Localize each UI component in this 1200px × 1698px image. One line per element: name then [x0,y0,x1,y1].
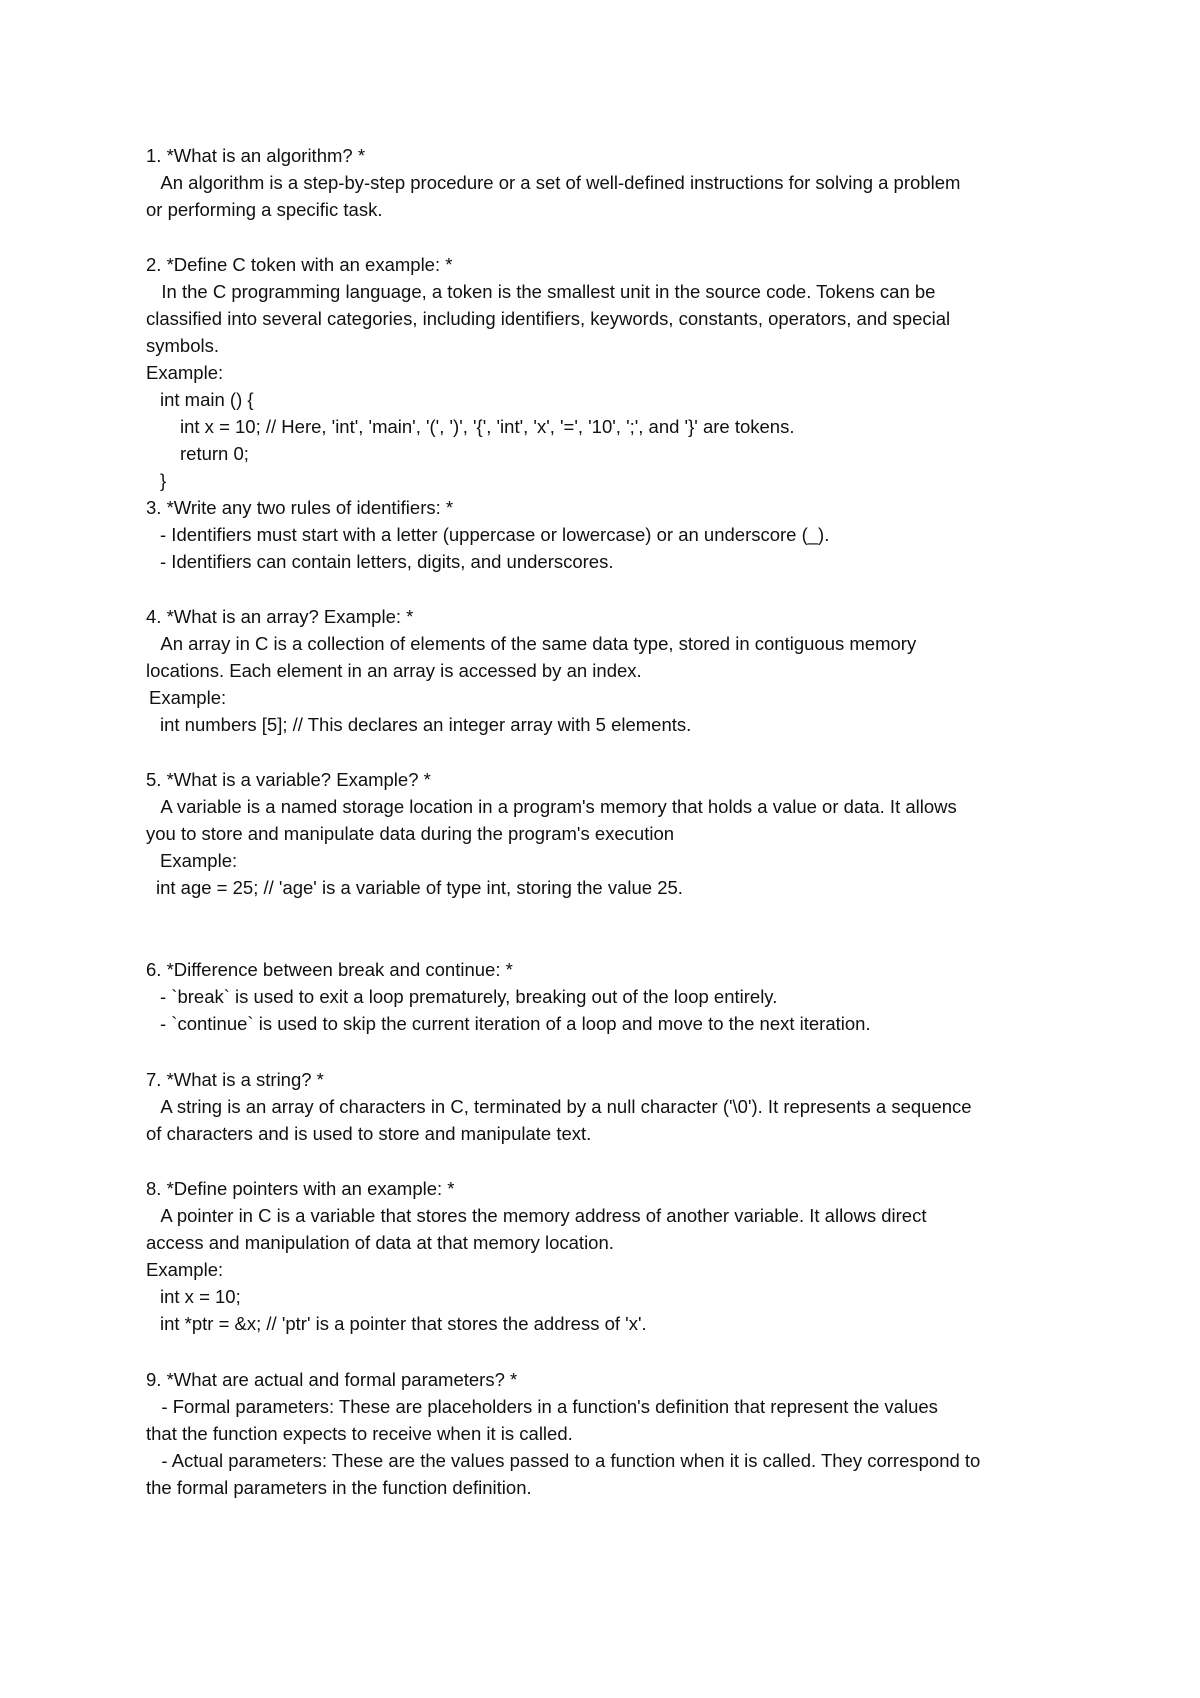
question-3-heading: 3. *Write any two rules of identifiers: * [146,497,454,518]
answer-9-line-4: the formal parameters in the function definition. [146,1477,532,1498]
answer-2-line-1: In the C programming language, a token is the smallest unit in the source code. Tokens can be [146,281,936,302]
answer-2-line-2: classified into several categories, including identifiers, keywords, constants, operators, and special [146,308,951,329]
question-9-heading: 9. *What are actual and formal parameters? * [146,1369,518,1390]
question-8-heading: 8. *Define pointers with an example: * [146,1178,455,1199]
answer-2-line-3: symbols. [146,335,219,356]
answer-3-rule-1: - Identifiers must start with a letter (uppercase or lowercase) or an underscore (_). [160,524,830,545]
answer-3-rule-2: - Identifiers can contain letters, digits, and underscores. [160,551,614,572]
code-line-main: int main () { [160,389,254,410]
example-label-4: Example: [149,687,227,708]
code-line-int-x: int x = 10; // Here, 'int', 'main', '(', ')', '{', 'int', 'x', '=', '10', ';', and '}' are tokens. [180,416,795,437]
answer-4-line-1: An array in C is a collection of elements of the same data type, stored in contiguous memory [146,633,917,654]
answer-5-line-2: you to store and manipulate data during the program's execution [146,823,675,844]
question-7-heading: 7. *What is a string? * [146,1069,324,1090]
answer-8-line-1: A pointer in C is a variable that stores the memory address of another variable. It allows direct [146,1205,927,1226]
answer-6-break: - `break` is used to exit a loop prematurely, breaking out of the loop entirely. [160,986,778,1007]
answer-9-line-1: - Formal parameters: These are placeholders in a function's definition that represent the values [146,1396,938,1417]
code-line-return: return 0; [180,443,249,464]
code-line-variable: int age = 25; // 'age' is a variable of type int, storing the value 25. [156,877,683,898]
code-line-array: int numbers [5]; // This declares an integer array with 5 elements. [160,714,692,735]
code-line-pointer: int *ptr = &x; // 'ptr' is a pointer that stores the address of 'x'. [160,1313,647,1334]
example-label-2: Example: [146,362,224,383]
answer-7-line-2: of characters and is used to store and manipulate text. [146,1123,592,1144]
answer-6-continue: - `continue` is used to skip the current iteration of a loop and move to the next iteration. [160,1013,871,1034]
example-label-5: Example: [160,850,238,871]
code-line-close-brace: } [160,470,167,491]
question-2-heading: 2. *Define C token with an example: * [146,254,453,275]
question-4-heading: 4. *What is an array? Example: * [146,606,414,627]
question-6-heading: 6. *Difference between break and continue: * [146,959,513,980]
answer-9-line-2: that the function expects to receive when it is called. [146,1423,573,1444]
answer-4-line-2: locations. Each element in an array is accessed by an index. [146,660,642,681]
answer-8-line-2: access and manipulation of data at that memory location. [146,1232,614,1253]
question-5-heading: 5. *What is a variable? Example? * [146,769,431,790]
answer-1-line-1: An algorithm is a step-by-step procedure or a set of well-defined instructions for solving a problem [146,172,961,193]
answer-5-line-1: A variable is a named storage location in a program's memory that holds a value or data. It allows [146,796,957,817]
answer-1-line-2: or performing a specific task. [146,199,383,220]
example-label-8: Example: [146,1259,224,1280]
answer-7-line-1: A string is an array of characters in C, terminated by a null character ('\0'). It represents a sequence [146,1096,972,1117]
answer-9-line-3: - Actual parameters: These are the values passed to a function when it is called. They correspond to [146,1450,981,1471]
question-1-heading: 1. *What is an algorithm? * [146,145,366,166]
code-line-int-x-pointer: int x = 10; [160,1286,241,1307]
